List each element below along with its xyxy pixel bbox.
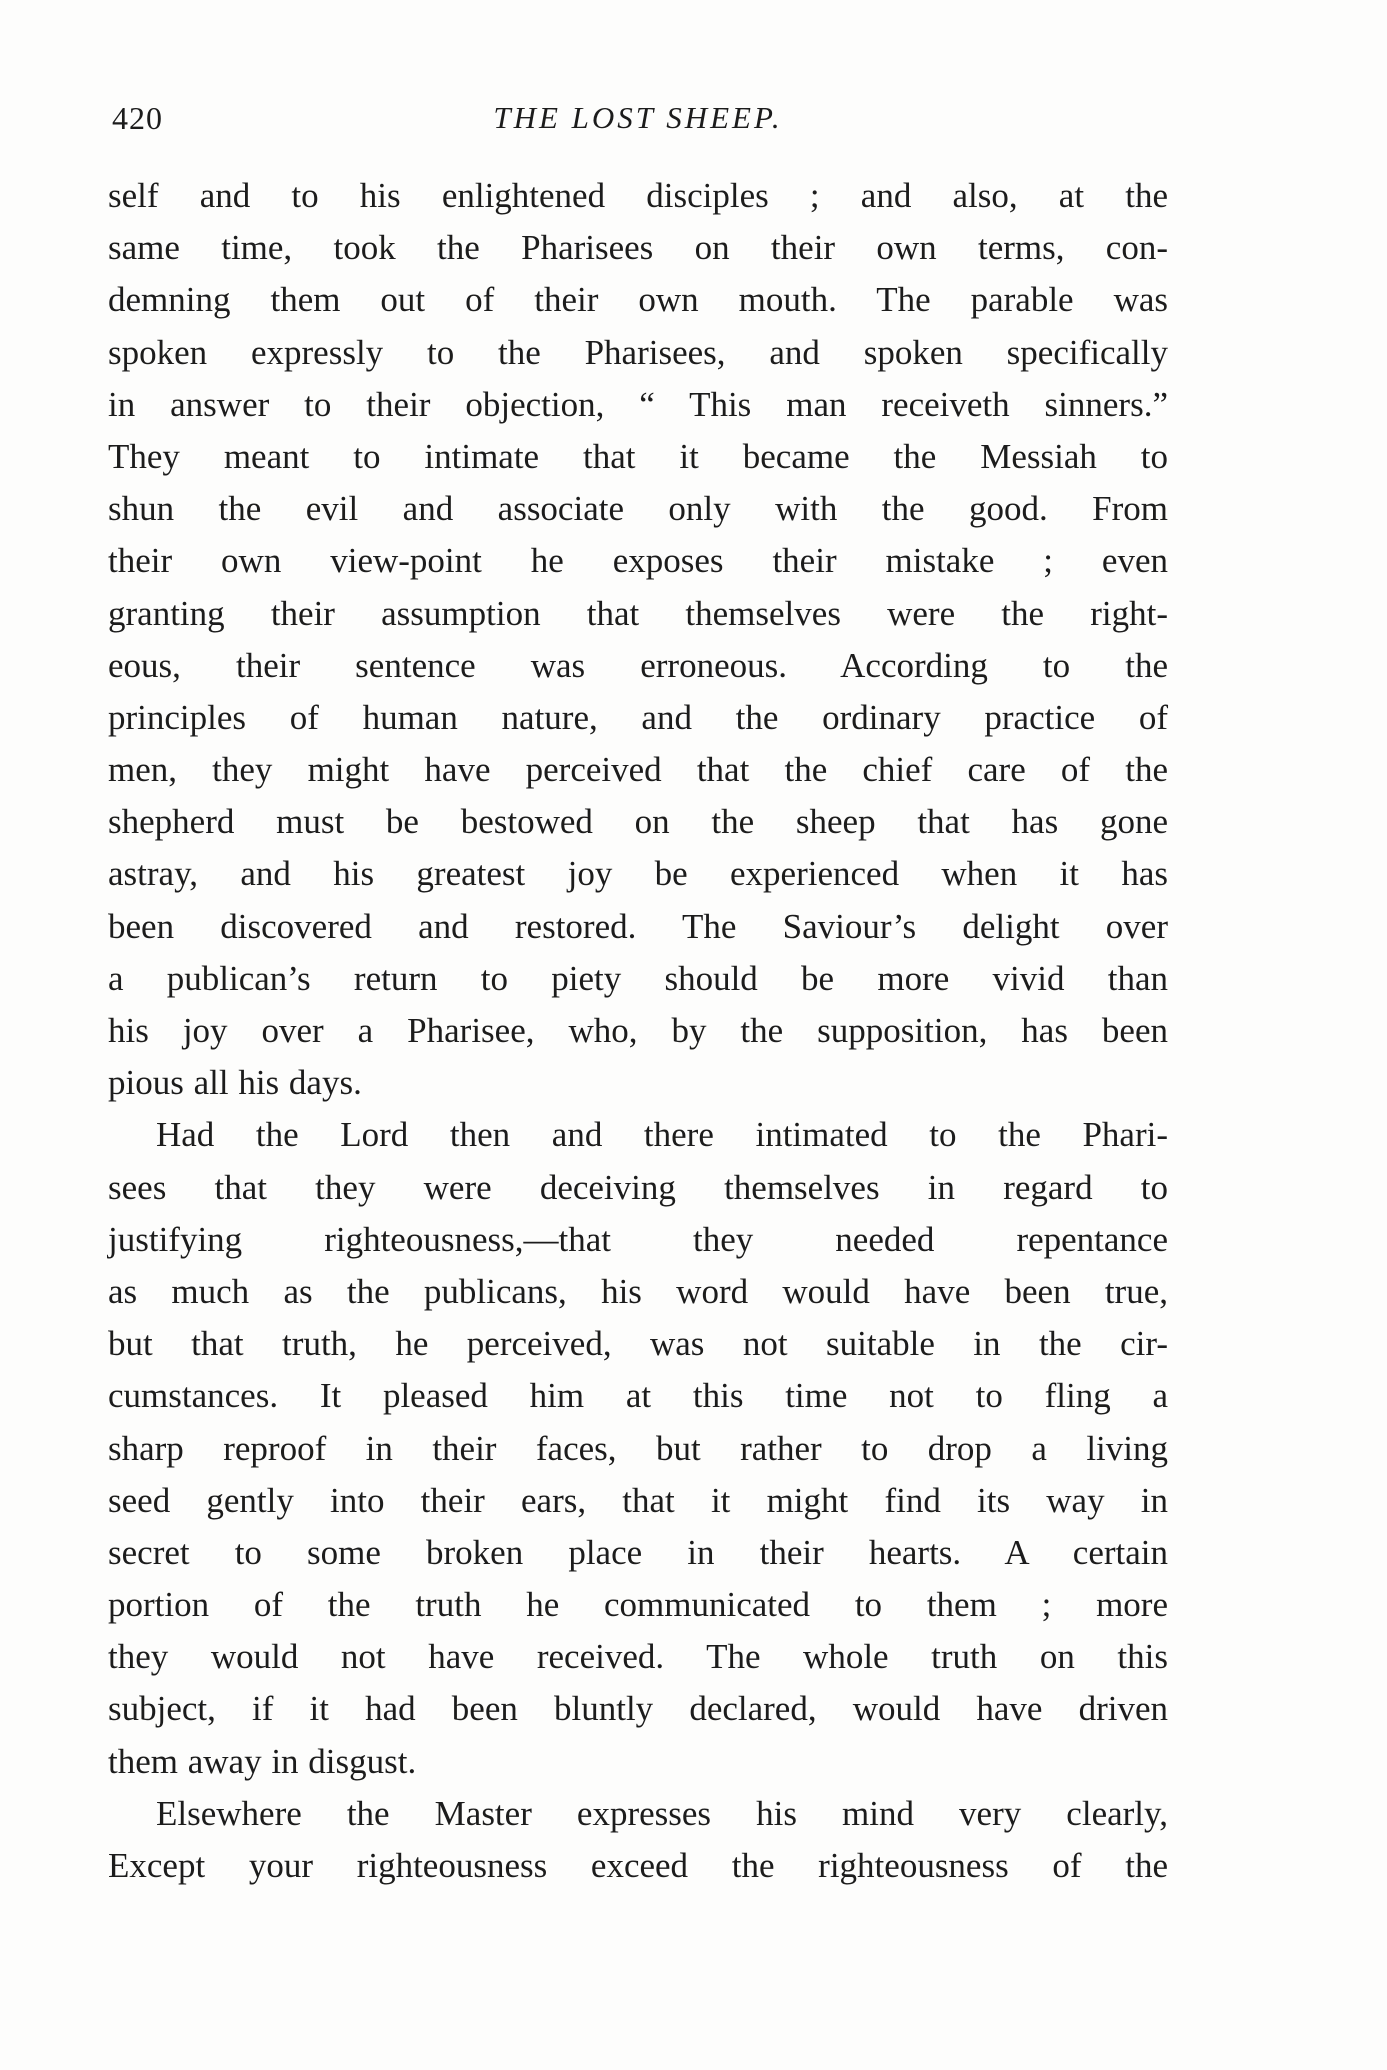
text-line: demning them out of their own mouth. The parable was [108,280,1168,320]
text-line: justifying righteousness,—that they needed repentance [108,1219,1168,1259]
text-line: pious all his days. [108,1063,362,1103]
text-line: as much as the publicans, his word would have been true, [108,1271,1168,1311]
paragraph-3 [108,1788,1168,1892]
text-line: seed gently into their ears, that it might find its way in [108,1480,1168,1520]
text-line: shun the evil and associate only with the good. From [108,489,1168,529]
text-line: them away in disgust. [108,1741,417,1781]
text-line: eous, their sentence was erroneous. According to the [108,645,1168,685]
body-text [108,170,1168,1892]
text-line: They meant to intimate that it became the Messiah to [108,436,1168,476]
text-line: self and to his enlightened disciples ; and also, at the [108,176,1168,215]
page-number: 420 [112,100,163,136]
text-line: subject, if it had been bluntly declared, would have driven [108,1689,1168,1729]
text-line: shepherd must be bestowed on the sheep that has gone [108,802,1168,842]
text-line: been discovered and restored. The Saviour’s delight over [108,906,1168,946]
text-line: secret to some broken place in their hearts. A certain [108,1532,1168,1572]
text-line: but that truth, he perceived, was not suitable in the cir- [108,1324,1168,1364]
text-line: sharp reproof in their faces, but rather to drop a living [108,1428,1168,1468]
text-line: sees that they were deceiving themselves in regard to [108,1167,1168,1207]
text-line: same time, took the Pharisees on their own terms, con- [108,228,1168,268]
text-line: his joy over a Pharisee, who, by the supposition, has been [108,1011,1168,1050]
text-line: cumstances. It pleased him at this time not to fling a [108,1376,1168,1416]
running-title: THE LOST SHEEP. [493,100,783,135]
text-line: spoken expressly to the Pharisees, and spoken specifically [108,332,1168,372]
text-line: a publican’s return to piety should be more vivid than [108,958,1168,998]
text-line: men, they might have perceived that the chief care of the [108,750,1168,790]
text-line: Elsewhere the Master expresses his mind very clearly, [156,1793,1168,1833]
paragraph-2 [108,1109,1168,1787]
text-line: in answer to their objection, “ This man receiveth sinners.” [108,384,1168,424]
text-line: principles of human nature, and the ordinary practice of [108,697,1168,737]
text-line: they would not have received. The whole truth on this [108,1637,1168,1677]
text-line: Except your righteousness exceed the righteousness of the [108,1846,1168,1885]
text-line: portion of the truth he communicated to them ; more [108,1585,1168,1625]
text-line: granting their assumption that themselves were the right- [108,593,1168,633]
text-line: astray, and his greatest joy be experienced when it has [108,854,1168,894]
running-head [108,100,1168,144]
paragraph-1 [108,170,1168,1109]
text-line: their own view-point he exposes their mistake ; even [108,541,1168,581]
text-line: Had the Lord then and there intimated to the Phari- [156,1115,1168,1155]
